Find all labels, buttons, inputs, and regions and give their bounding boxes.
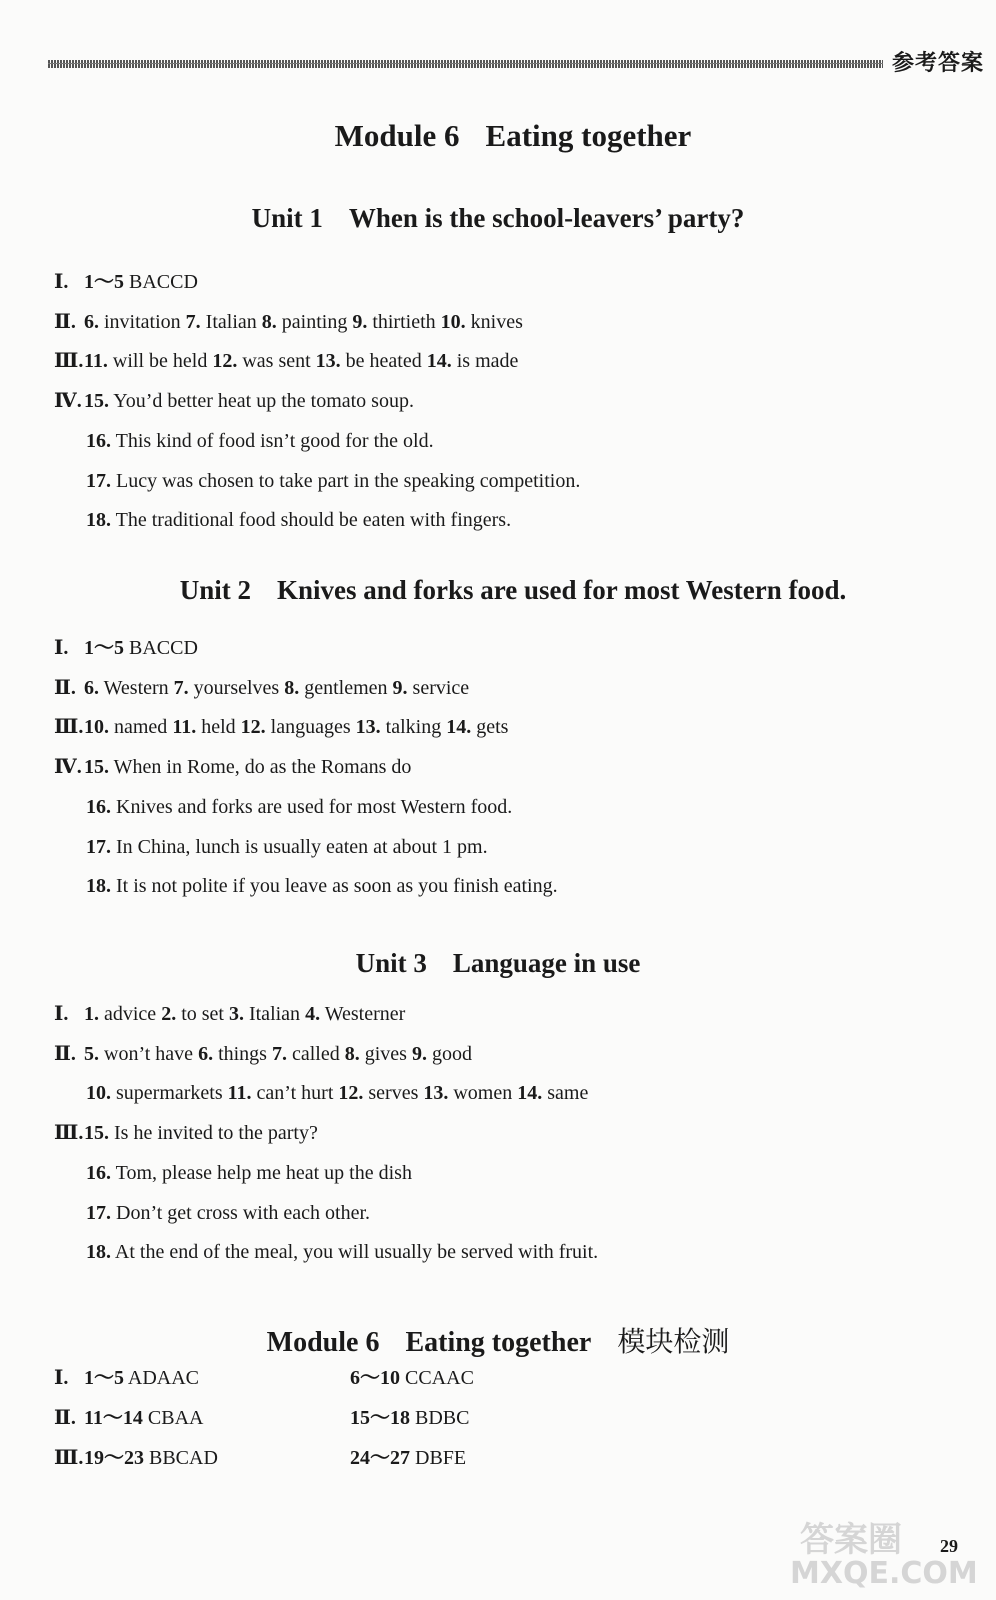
question-number: 14. [517, 1082, 543, 1105]
answer-line [86, 508, 511, 532]
answer-text: called [291, 1042, 340, 1065]
answer-line [54, 310, 523, 334]
answer-line [86, 469, 580, 493]
answer-text: serves [368, 1082, 419, 1105]
answer-text: BACCD [129, 637, 198, 659]
question-number: 2. [161, 1003, 177, 1025]
question-number: 15. [84, 756, 109, 779]
module-name: Module 6 [334, 118, 460, 153]
question-number: 8. [344, 1042, 360, 1065]
question-number: 7. [185, 310, 201, 333]
question-number: 4. [305, 1003, 321, 1025]
answer-line [54, 1002, 405, 1026]
question-range: 24～27 [350, 1447, 410, 1469]
section-numeral: Ⅳ. [54, 390, 82, 413]
question-number: 13. [355, 716, 381, 739]
unit2-title [0, 575, 996, 606]
question-number: 10. [86, 1082, 111, 1105]
question-number: 15. [84, 1122, 109, 1145]
answer-text: ADAAC [127, 1367, 200, 1389]
answer-line [86, 795, 512, 819]
second-column [350, 1406, 469, 1430]
section-numeral: Ⅱ. [54, 310, 76, 333]
answer-line [54, 389, 414, 413]
unit2-label: Unit 2 [179, 575, 251, 605]
answer-text: Western [103, 676, 169, 699]
watermark-site: MXQE.COM [790, 1556, 978, 1591]
answer-text: Italian [248, 1003, 301, 1025]
question-number: 9. [411, 1042, 427, 1065]
answer-line [86, 1201, 370, 1225]
answer-line [86, 1240, 598, 1264]
section-numeral: Ⅲ. [54, 350, 84, 373]
answer-text: Lucy was chosen to take part in the speaking competition. [116, 469, 581, 492]
unit1-label: Unit 1 [251, 203, 323, 233]
answer-text: supermarkets [116, 1082, 223, 1105]
header-rule [48, 60, 883, 68]
unit2-heading: Knives and forks are used for most Western food. [276, 575, 847, 605]
answer-line [86, 1161, 412, 1185]
answer-text: gentlemen [304, 676, 388, 699]
answer-text: The traditional food should be eaten with fingers. [115, 509, 512, 532]
question-number: 17. [86, 1201, 111, 1224]
second-column [350, 1366, 474, 1390]
answer-text: At the end of the meal, you will usually be served with fruit. [114, 1241, 599, 1264]
question-number: 16. [86, 795, 111, 818]
question-number: 17. [86, 469, 111, 492]
module-subtitle: Eating together [485, 118, 692, 153]
answer-text: be heated [345, 350, 422, 373]
answer-line [86, 1081, 588, 1105]
question-number: 9. [352, 310, 368, 333]
answer-text: held [201, 716, 236, 739]
answer-text: It is not polite if you leave as soon as you finish eating. [116, 875, 558, 898]
question-range: 11～14 [84, 1407, 143, 1429]
question-number: 14. [426, 350, 452, 373]
answer-text: In China, lunch is usually eaten at about 1 pm. [116, 835, 488, 858]
answer-text: languages [270, 716, 351, 739]
answer-text: You’d better heat up the tomato soup. [113, 390, 414, 413]
answer-line [54, 270, 198, 294]
question-number: 16. [86, 1161, 111, 1184]
unit1-heading: When is the school-leavers’ party? [348, 203, 745, 233]
section-numeral: Ⅲ. [54, 1447, 84, 1469]
question-number: 13. [315, 350, 341, 373]
question-number: 10. [440, 310, 466, 333]
header-label: 参考答案 [892, 51, 985, 76]
section-numeral: Ⅱ. [54, 1042, 76, 1065]
answer-text: Knives and forks are used for most Western food. [116, 795, 513, 818]
question-number: 1. [84, 1003, 99, 1025]
answer-text: painting [281, 310, 348, 333]
answer-line [54, 636, 198, 660]
answer-text: CBAA [147, 1407, 204, 1429]
answer-text: BACCD [129, 271, 198, 293]
section-numeral: Ⅰ. [54, 637, 69, 659]
question-number: 18. [86, 1241, 111, 1264]
question-number: 11. [227, 1082, 252, 1105]
question-number: 8. [284, 676, 300, 699]
answer-text: gets [476, 716, 509, 739]
watermark-brand: 答案圈 [800, 1520, 902, 1560]
question-number: 8. [261, 310, 277, 333]
answer-text: advice [104, 1003, 157, 1025]
answer-text: Italian [205, 310, 257, 333]
question-range: 19～23 [84, 1447, 144, 1469]
question-number: 18. [86, 875, 111, 898]
test-answer-row [54, 1446, 467, 1470]
question-number: 9. [392, 676, 408, 699]
answer-text: will be held [112, 350, 208, 373]
answer-line [86, 429, 434, 453]
question-number: 10. [84, 716, 109, 739]
answer-text: to set [181, 1003, 224, 1025]
answer-text: Don’t get cross with each other. [116, 1201, 371, 1224]
test-answer-row [54, 1366, 474, 1390]
answer-text: Tom, please help me heat up the dish [115, 1161, 412, 1184]
answer-text: was sent [242, 350, 311, 373]
test-tag: 模块检测 [617, 1325, 730, 1358]
question-number: 12. [240, 716, 266, 739]
section-numeral: Ⅲ. [54, 716, 84, 739]
answer-text: yourselves [193, 676, 280, 699]
test-answer-row [54, 1406, 470, 1430]
answer-line [86, 835, 488, 859]
question-number: 3. [228, 1003, 244, 1025]
answer-text: things [218, 1042, 267, 1065]
question-number: 6. [198, 1042, 214, 1065]
question-number: 11. [172, 716, 197, 739]
question-number: 1～5 [84, 637, 124, 659]
second-column [350, 1446, 466, 1470]
section-numeral: Ⅳ. [54, 756, 82, 779]
answer-text: DBFE [415, 1447, 467, 1469]
question-number: 18. [86, 509, 111, 532]
answer-text: won’t have [104, 1042, 194, 1065]
test-module-name: Module 6 [266, 1327, 380, 1358]
unit1-title [0, 203, 996, 234]
answer-text: named [114, 716, 168, 739]
section-numeral: Ⅰ. [54, 1003, 69, 1025]
question-number: 11. [84, 350, 108, 373]
answer-text: talking [385, 716, 442, 739]
question-number: 5. [84, 1042, 99, 1065]
module-test-title [0, 1320, 996, 1360]
answer-text: invitation [104, 310, 181, 333]
answer-line [54, 1042, 472, 1066]
answer-text: When in Rome, do as the Romans do [113, 756, 412, 779]
question-number: 7. [173, 676, 189, 699]
question-number: 17. [86, 835, 111, 858]
answer-text: knives [470, 310, 523, 333]
question-range: 6～10 [350, 1367, 400, 1389]
question-number: 12. [338, 1082, 364, 1105]
answer-text: women [453, 1082, 513, 1105]
unit3-label: Unit 3 [355, 948, 427, 978]
question-number: 13. [423, 1082, 449, 1105]
question-number: 7. [271, 1042, 287, 1065]
answer-text: is made [456, 350, 519, 373]
unit3-heading: Language in use [452, 948, 641, 978]
question-number: 15. [84, 390, 109, 413]
answer-text: CCAAC [405, 1367, 474, 1389]
answer-line [54, 715, 508, 739]
test-subtitle: Eating together [405, 1327, 592, 1358]
answer-text: can’t hurt [256, 1082, 334, 1105]
answer-text: service [412, 676, 470, 699]
question-number: 14. [446, 716, 472, 739]
question-number: 1～5 [84, 271, 124, 293]
section-numeral: Ⅲ. [54, 1122, 84, 1145]
answer-line [54, 755, 411, 779]
answer-text: BBCAD [149, 1447, 218, 1469]
page-number: 29 [940, 1536, 958, 1556]
question-range: 1～5 [84, 1367, 124, 1389]
answer-line [86, 874, 558, 898]
answer-line [54, 1121, 318, 1145]
question-range: 15～18 [350, 1407, 410, 1429]
answer-text: Westerner [324, 1003, 406, 1025]
unit3-title [0, 948, 996, 979]
section-numeral: Ⅰ. [54, 1367, 69, 1389]
question-number: 12. [212, 350, 238, 373]
question-number: 6. [84, 676, 99, 699]
answer-text: gives [364, 1042, 407, 1065]
section-numeral: Ⅱ. [54, 676, 76, 699]
section-numeral: Ⅱ. [54, 1407, 76, 1429]
answer-text: This kind of food isn’t good for the old. [115, 429, 434, 452]
answer-text: same [547, 1082, 589, 1105]
answer-line [54, 349, 518, 373]
section-numeral: Ⅰ. [54, 271, 69, 293]
answer-line [54, 676, 469, 700]
question-number: 6. [84, 310, 99, 333]
answer-text: Is he invited to the party? [114, 1122, 318, 1145]
answer-text: BDBC [415, 1407, 470, 1429]
question-number: 16. [86, 429, 111, 452]
answer-text: thirtieth [372, 310, 436, 333]
module-title [0, 118, 996, 154]
answer-text: good [431, 1042, 472, 1065]
